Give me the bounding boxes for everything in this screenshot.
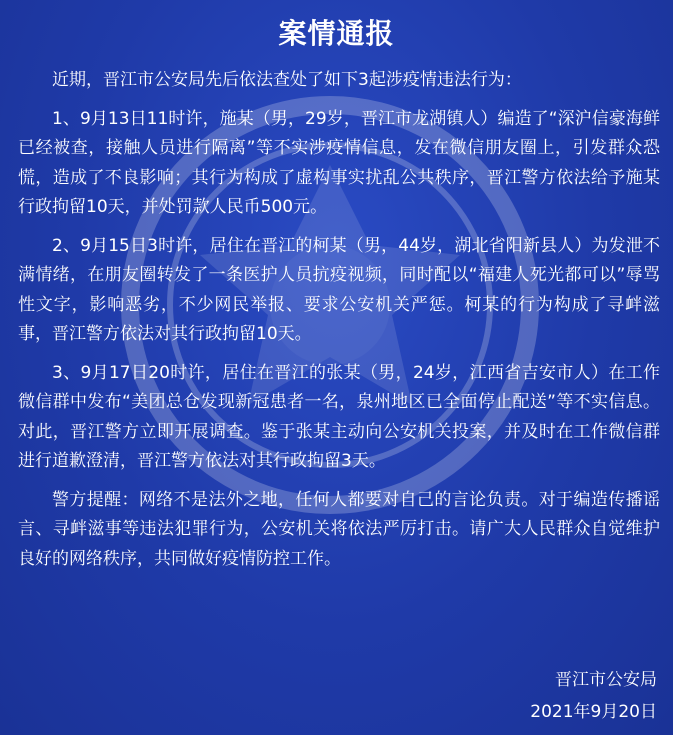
case-2-paragraph: 2、9月15日3时许，居住在晋江的柯某（男，44岁，湖北省阳新县人）为发泄不满情绪，在朋友圈转发了一条医护人员抗疫视频，同时配以“福建人死光都可以”辱骂性文字，影响恶劣，不少网民举报、要求公安机关严惩。柯某的行为构成了寻衅滋事，晋江警方依法对其行政拘留10天。: [18, 235, 660, 344]
case-1-paragraph: 1、9月13日11时许，施某（男，29岁，晋江市龙湖镇人）编造了“深沪信豪海鲜已经被查，接触人员进行隔离”等不实涉疫情信息，发在微信朋友圈上，引发群众恐慌，造成了不良影响；其行为构成了虚构事实扰乱公共秩序，晋江警方依法给予施某行政拘留10天，并处罚款人民币500元。: [18, 108, 660, 217]
police-reminder-paragraph: 警方提醒：网络不是法外之地，任何人都要对自己的言论负责。对于编造传播谣言、寻衅滋事等违法犯罪行为，公安机关将依法严厉打击。请广大人民群众自觉维护良好的网络秩序，共同做好疫情防控工作。: [18, 489, 660, 569]
issue-date: 2021年9月20日: [530, 702, 657, 722]
issuer-name: 晋江市公安局: [555, 670, 657, 690]
intro-paragraph: 近期，晋江市公安局先后依法查处了如下3起涉疫情违法行为：: [52, 70, 522, 90]
case-3-paragraph: 3、9月17日20时许，居住在晋江的张某（男，24岁，江西省吉安市人）在工作微信群中发布“美团总仓发现新冠患者一名，泉州地区已全面停止配送”等不实信息。对此，晋江警方立即开展调查。鉴于张某主动向公安机关投案，并及时在工作微信群进行道歉澄清，晋江警方依法对其行政拘留3天。: [18, 362, 660, 471]
document-title: 案情通报: [278, 17, 395, 50]
signature-block: [530, 665, 657, 727]
document-body: [18, 66, 660, 574]
